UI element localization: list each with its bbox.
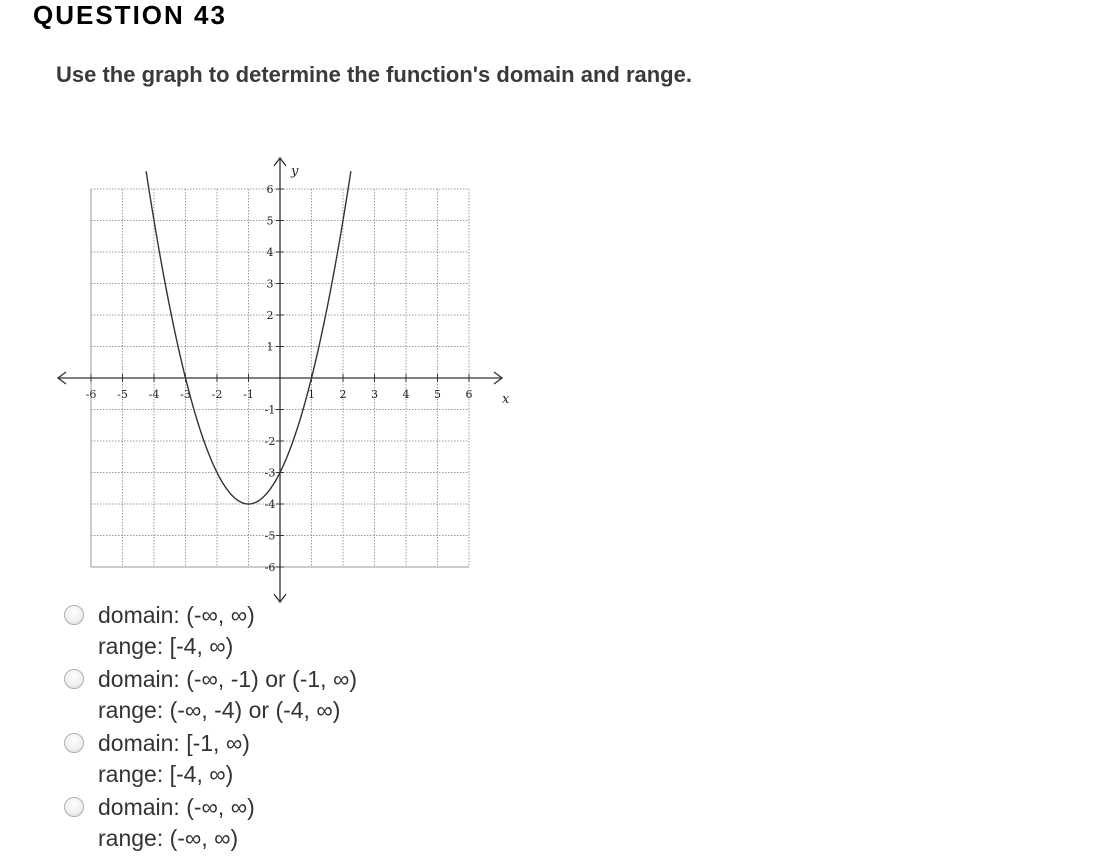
choice-text[interactable] <box>98 664 357 726</box>
answer-choice[interactable] <box>62 600 662 664</box>
y-tick-label: 2 <box>266 309 274 322</box>
y-tick-label: 6 <box>266 183 274 196</box>
y-axis-label: y <box>291 164 299 179</box>
x-tick-label: 6 <box>465 388 473 401</box>
y-tick-label: 3 <box>266 277 274 291</box>
choice-domain: domain: (-∞, -1) or (-1, ∞) <box>98 666 357 692</box>
answer-choice[interactable] <box>62 664 662 728</box>
choice-domain: domain: (-∞, ∞) <box>98 602 255 628</box>
answer-choice[interactable] <box>62 728 662 792</box>
choice-text[interactable] <box>98 600 255 662</box>
y-tick-label: -6 <box>264 561 276 574</box>
radio-button[interactable] <box>64 605 84 625</box>
y-tick-label: -1 <box>264 403 276 417</box>
choice-range: range: [-4, ∞) <box>98 761 234 787</box>
x-tick-label: -1 <box>243 388 254 401</box>
x-tick-label: -4 <box>148 388 160 401</box>
y-tick-label: -2 <box>264 435 276 448</box>
x-tick-label: 2 <box>339 388 347 401</box>
choice-text[interactable] <box>98 728 250 790</box>
choice-range: range: [-4, ∞) <box>98 633 234 659</box>
answer-choice[interactable] <box>62 792 662 856</box>
x-tick-label: -5 <box>117 388 128 401</box>
function-graph <box>50 155 520 610</box>
y-tick-label: -3 <box>264 466 276 480</box>
y-tick-label: -5 <box>264 529 276 543</box>
x-axis-label: x <box>502 392 510 407</box>
choice-text[interactable] <box>98 792 255 854</box>
x-tick-label: 5 <box>434 388 441 401</box>
choice-range: range: (-∞, ∞) <box>98 825 239 851</box>
x-tick-label: -6 <box>85 388 97 401</box>
choice-range: range: (-∞, -4) or (-4, ∞) <box>98 697 341 723</box>
radio-button[interactable] <box>64 797 84 817</box>
radio-button[interactable] <box>64 733 84 753</box>
choice-domain: domain: (-∞, ∞) <box>98 794 255 820</box>
y-tick-label: 5 <box>266 214 274 228</box>
choice-domain: domain: [-1, ∞) <box>98 730 250 756</box>
radio-button[interactable] <box>64 669 84 689</box>
x-tick-label: 4 <box>402 388 410 401</box>
y-tick-label: -4 <box>264 498 276 511</box>
y-tick-label: 4 <box>266 246 274 259</box>
x-tick-label: 1 <box>308 388 315 401</box>
y-tick-label: 1 <box>266 340 274 354</box>
answer-choices <box>62 600 662 856</box>
x-tick-label: -3 <box>180 388 191 401</box>
question-title: QUESTION 43 <box>33 0 227 30</box>
question-prompt: Use the graph to determine the function's domain and range. <box>56 62 692 87</box>
x-tick-label: 3 <box>371 388 378 401</box>
x-tick-label: -2 <box>211 388 223 401</box>
